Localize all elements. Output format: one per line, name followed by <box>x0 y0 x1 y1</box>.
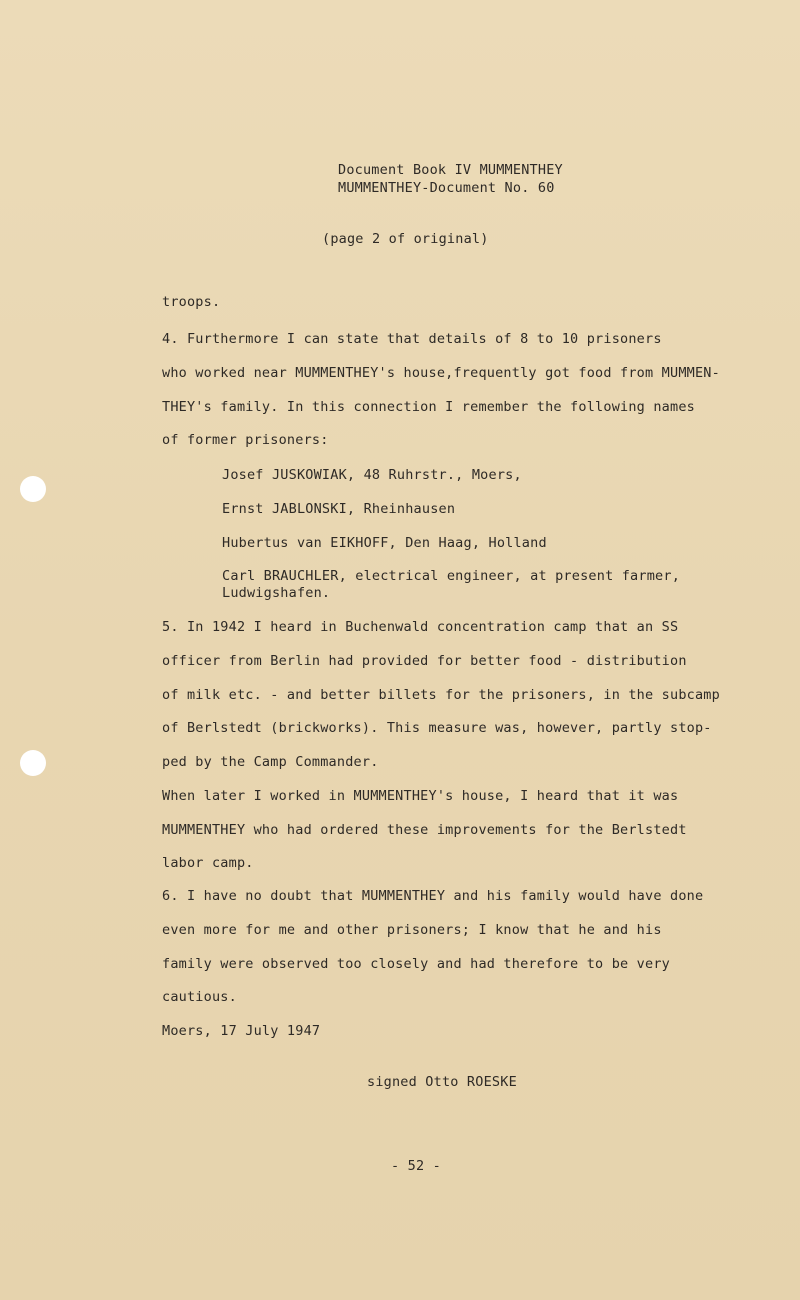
text-line: cautious. <box>162 989 237 1005</box>
text-line: When later I worked in MUMMENTHEY's house, I heard that it was <box>162 788 679 804</box>
prisoner-name: Josef JUSKOWIAK, 48 Ruhrstr., Moers, <box>222 467 522 483</box>
text-line: family were observed too closely and had therefore to be very <box>162 956 670 972</box>
page-number: - 52 - <box>391 1158 441 1174</box>
text-line: 6. I have no doubt that MUMMENTHEY and his family would have done <box>162 888 704 904</box>
punch-hole <box>20 476 46 502</box>
text-line: of Berlstedt (brickworks). This measure was, however, partly stop- <box>162 720 712 736</box>
header-line-2: MUMMENTHEY-Document No. 60 <box>338 180 555 196</box>
text-line: labor camp. <box>162 855 254 871</box>
prisoner-name: Ludwigshafen. <box>222 585 331 601</box>
signature: signed Otto ROESKE <box>367 1074 517 1090</box>
text-line: 4. Furthermore I can state that details of 8 to 10 prisoners <box>162 331 662 347</box>
prisoner-name: Hubertus van EIKHOFF, Den Haag, Holland <box>222 535 547 551</box>
text-line: of milk etc. - and better billets for the prisoners, in the subcamp <box>162 687 720 703</box>
text-line: MUMMENTHEY who had ordered these improvements for the Berlstedt <box>162 822 687 838</box>
text-line: ped by the Camp Commander. <box>162 754 379 770</box>
text-line: who worked near MUMMENTHEY's house,frequently got food from MUMMEN- <box>162 365 720 381</box>
prisoner-name: Ernst JABLONSKI, Rheinhausen <box>222 501 456 517</box>
text-line: troops. <box>162 294 221 310</box>
prisoner-name: Carl BRAUCHLER, electrical engineer, at present farmer, <box>222 568 681 584</box>
punch-hole <box>20 750 46 776</box>
text-line: THEY's family. In this connection I remember the following names <box>162 399 695 415</box>
text-line: of former prisoners: <box>162 432 329 448</box>
text-line: officer from Berlin had provided for better food - distribution <box>162 653 687 669</box>
page-note: (page 2 of original) <box>322 231 489 247</box>
header-line-1: Document Book IV MUMMENTHEY <box>338 162 563 178</box>
place-date: Moers, 17 July 1947 <box>162 1023 321 1039</box>
text-line: even more for me and other prisoners; I know that he and his <box>162 922 662 938</box>
text-line: 5. In 1942 I heard in Buchenwald concentration camp that an SS <box>162 619 679 635</box>
